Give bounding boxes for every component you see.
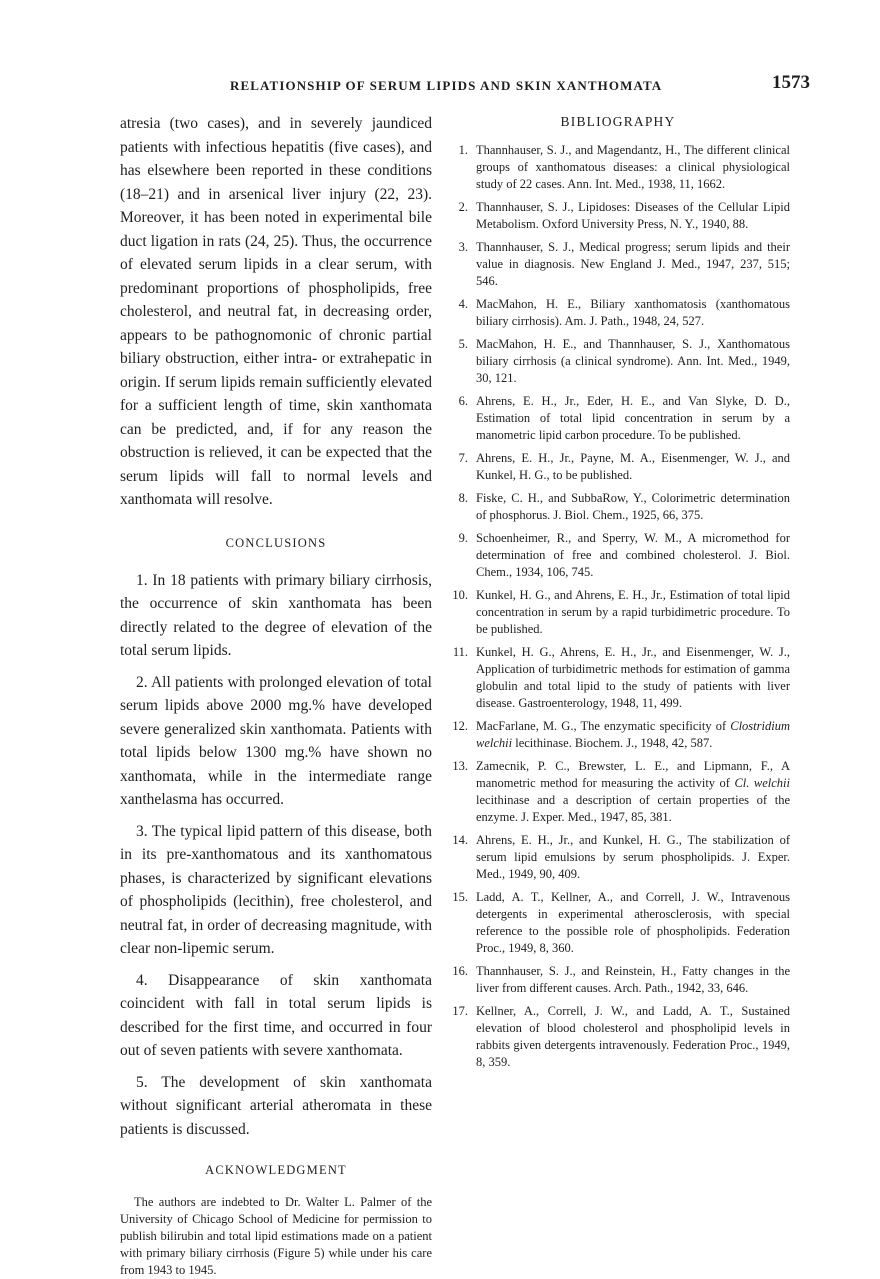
reference-item	[446, 142, 790, 193]
reference-text-tail: lecithinase and a description of certain properties of the enzyme. J. Exper. Med., 1947, 85, 381.	[476, 793, 790, 824]
page-number: 1573	[772, 72, 810, 93]
reference-text: Zamecnik, P. C., Brewster, L. E., and Lipmann, F., A manometric method for measuring the activity of	[476, 759, 790, 790]
right-column	[446, 112, 790, 1077]
reference-number: 8.	[458, 491, 468, 505]
reference-text: Thannhauser, S. J., and Reinstein, H., Fatty changes in the liver from different causes. Arch. Path., 1942, 33, 646.	[476, 964, 790, 995]
conclusion-item: 4. Disappearance of skin xanthomata coincident with fall in total serum lipids is described for the first time, and occurred in four out of seven patients with severe xanthomata.	[120, 971, 432, 1059]
reference-number: 1.	[458, 143, 468, 157]
reference-text: Kellner, A., Correll, J. W., and Ladd, A. T., Sustained elevation of blood cholesterol and phospholipid levels in rabbits given detergents intravenously. Federation Proc., 1949, 8, 359.	[476, 1004, 790, 1069]
reference-text: Ahrens, E. H., Jr., Eder, H. E., and Van Slyke, D. D., Estimation of total lipid concentration in serum by a manometric lipid carbon procedure. To be published.	[476, 394, 790, 442]
reference-item	[446, 393, 790, 444]
reference-item	[446, 530, 790, 581]
reference-item	[446, 889, 790, 957]
reference-text: Fiske, C. H., and SubbaRow, Y., Colorimetric determination of phosphorus. J. Biol. Chem., 1925, 66, 375.	[476, 491, 790, 522]
conclusions-list	[120, 569, 432, 1142]
reference-number: 3.	[458, 240, 468, 254]
acknowledgment-text: The authors are indebted to Dr. Walter L. Palmer of the University of Chicago School of Medicine for permission to publish bilirubin and total lipid estimations made on a patient with primary biliary cirrhosis (Figure 5) while under his care from 1943 to 1945.	[120, 1195, 432, 1277]
reference-number: 16.	[452, 964, 468, 978]
reference-item	[446, 758, 790, 826]
reference-italic-text: Clostridium welchii	[476, 719, 790, 750]
reference-text: MacFarlane, M. G., The enzymatic specificity of	[476, 719, 731, 733]
reference-number: 6.	[458, 394, 468, 408]
reference-item	[446, 296, 790, 330]
reference-text-tail: lecithinase. Biochem. J., 1948, 42, 587.	[512, 736, 713, 750]
reference-item	[446, 832, 790, 883]
reference-number: 9.	[458, 531, 468, 545]
bibliography-heading: BIBLIOGRAPHY	[560, 114, 676, 129]
reference-text: Schoenheimer, R., and Sperry, W. M., A micromethod for determination of free and combined cholesterol. J. Biol. Chem., 1934, 106, 745.	[476, 531, 790, 579]
reference-text: Ahrens, E. H., Jr., and Kunkel, H. G., The stabilization of serum lipid emulsions by serum phospholipids. J. Exper. Med., 1949, 90, 409.	[476, 833, 790, 881]
reference-item	[446, 1003, 790, 1071]
conclusion-item: 3. The typical lipid pattern of this disease, both in its pre-xanthomatous and its xanthomatous phases, is characterized by significant elevations of phospholipids (lecithin), free cholesterol, and neutral fat, in order of decreasing magnitude, with clear non-lipemic serum.	[120, 822, 432, 957]
acknowledgment-heading: ACKNOWLEDGMENT	[205, 1163, 347, 1177]
running-title: RELATIONSHIP OF SERUM LIPIDS AND SKIN XANTHOMATA	[230, 78, 663, 93]
reference-number: 11.	[452, 645, 468, 659]
conclusions-heading: CONCLUSIONS	[225, 535, 327, 550]
reference-text: Kunkel, H. G., Ahrens, E. H., Jr., and Eisenmenger, W. J., Application of turbidimetric methods for estimation of gamma globulin and total lipid to the study of patients with liver disease. Gastroenterology, 1948, 11, 499.	[476, 645, 790, 710]
conclusion-item: 5. The development of skin xanthomata without significant arterial atheromata in these patients is discussed.	[120, 1073, 432, 1138]
reference-item	[446, 963, 790, 997]
reference-item	[446, 239, 790, 290]
reference-italic-text: Cl. welchii	[734, 776, 790, 790]
conclusion-item: 2. All patients with prolonged elevation of total serum lipids above 2000 mg.% have developed severe generalized skin xanthomata. Patients with total lipids below 1300 mg.% have shown no xanthomata, while in the intermediate range xanthelasma has occurred.	[120, 673, 432, 808]
left-column	[120, 112, 432, 1279]
reference-item	[446, 490, 790, 524]
reference-text: Thannhauser, S. J., Medical progress; serum lipids and their value in diagnosis. New England J. Med., 1947, 237, 515; 546.	[476, 240, 790, 288]
reference-text: MacMahon, H. E., Biliary xanthomatosis (xanthomatous biliary cirrhosis). Am. J. Path., 1948, 24, 527.	[476, 297, 790, 328]
reference-item	[446, 199, 790, 233]
reference-text: Ahrens, E. H., Jr., Payne, M. A., Eisenmenger, W. J., and Kunkel, H. G., to be published.	[476, 451, 790, 482]
reference-number: 2.	[458, 200, 468, 214]
reference-text: Kunkel, H. G., and Ahrens, E. H., Jr., Estimation of total lipid concentration in serum by a rapid turbidimetric procedure. To be published.	[476, 588, 790, 636]
body-paragraph: atresia (two cases), and in severely jaundiced patients with infectious hepatitis (five cases), and has elsewhere been reported in these conditions (18–21) and in arsenical liver injury (22, 23). Moreover, it has been noted in experimental bile duct ligation in rats (24, 25). Thus, the occurrence of elevated serum lipids in a clear serum, with predominant proportions of phospholipids, free cholesterol, and neutral fat, in decreasing order, appears to be pathognomonic of chronic partial biliary obstruction, either intra- or extrahepatic in origin. If serum lipids remain sufficiently elevated for a sufficient length of time, skin xanthomata can be predicted, and, if for any reason the obstruction is relieved, it can be expected that the serum lipids will fall to normal levels and xanthomata will resolve.	[120, 115, 432, 508]
reference-number: 7.	[458, 451, 468, 465]
reference-number: 14.	[452, 833, 468, 847]
reference-item	[446, 450, 790, 484]
reference-text: Thannhauser, S. J., and Magendantz, H., The different clinical groups of xanthomatous diseases: a clinical physiological study of 22 cases. Ann. Int. Med., 1938, 11, 1662.	[476, 143, 790, 191]
reference-number: 12.	[452, 719, 468, 733]
reference-item	[446, 644, 790, 712]
reference-number: 13.	[452, 759, 468, 773]
reference-number: 5.	[458, 337, 468, 351]
reference-number: 4.	[458, 297, 468, 311]
conclusion-item: 1. In 18 patients with primary biliary cirrhosis, the occurrence of skin xanthomata has been directly related to the degree of elevation of the total serum lipids.	[120, 571, 432, 659]
reference-item	[446, 336, 790, 387]
reference-text: Ladd, A. T., Kellner, A., and Correll, J. W., Intravenous detergents in experimental atherosclerosis, with special reference to the possible role of phospholipids. Federation Proc., 1949, 8, 360.	[476, 890, 790, 955]
reference-number: 17.	[452, 1004, 468, 1018]
reference-text: Thannhauser, S. J., Lipidoses: Diseases of the Cellular Lipid Metabolism. Oxford University Press, N. Y., 1940, 88.	[476, 200, 790, 231]
reference-text: MacMahon, H. E., and Thannhauser, S. J., Xanthomatous biliary cirrhosis (a clinical syndrome). Ann. Int. Med., 1949, 30, 121.	[476, 337, 790, 385]
reference-number: 15.	[452, 890, 468, 904]
reference-number: 10.	[452, 588, 468, 602]
reference-list	[446, 142, 790, 1071]
reference-item	[446, 718, 790, 752]
reference-item	[446, 587, 790, 638]
